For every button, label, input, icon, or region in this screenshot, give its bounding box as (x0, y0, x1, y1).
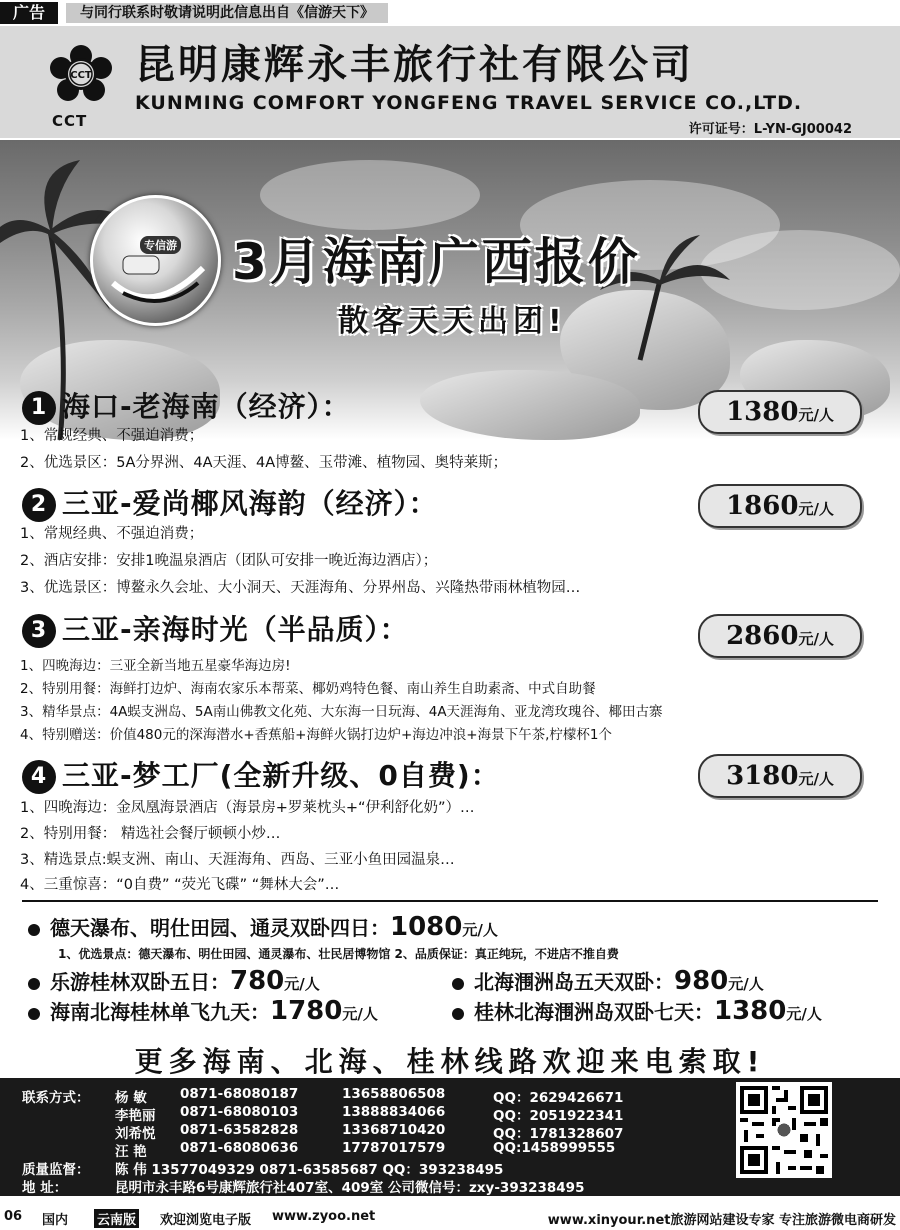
route-4-price: 3180元/人 (698, 754, 862, 798)
footer-right-text: www.xinyour.net旅游网站建设专家 专注旅游微电商研发 (547, 1213, 896, 1228)
contact-mobile: 13658806508 (342, 1086, 446, 1102)
section-divider (22, 900, 878, 902)
route-3-line-4: 4、特别赠送：价值480元的深海潜水+香蕉船+海鲜火锅打边炉+海边冲浪+海景下午茶,柠檬杯1个 (20, 727, 612, 743)
source-note: 与同行联系时敬请说明此信息出自《信游天下》 (66, 3, 388, 23)
route-3-line-1: 1、四晚海边：三亚全新当地五星豪华海边房! (20, 658, 291, 674)
contact-tel: 0871-68080636 (180, 1140, 299, 1156)
route-number-badge: 1 (22, 391, 56, 425)
contact-mobile: 13368710420 (342, 1122, 446, 1138)
route-1-title: 1 海口-老海南（经济）： (22, 385, 351, 425)
contact-mobile: 13888834066 (342, 1104, 446, 1120)
route-4-line-2: 2、特别用餐： 精选社会餐厅顿顿小炒… (20, 826, 281, 842)
footer-region: 云南版 (94, 1209, 139, 1228)
qr-code (736, 1082, 832, 1178)
route-3-line-2: 2、特别用餐：海鲜打边炉、海南农家乐本帮菜、椰奶鸡特色餐、南山养生自助素斋、中式自助餐 (20, 681, 596, 697)
route-1-line-1: 1、常规经典、不强迫消费； (20, 428, 204, 444)
badge-label: 专信游 (140, 236, 181, 254)
route-4-line-4: 4、三重惊喜：“0自费” “荧光飞碟” “舞林大会”… (20, 877, 340, 893)
extra-route-note: 1、优选景点：德天瀑布、明仕田园、通灵瀑布、壮民居博物馆 2、品质保证：真正纯玩，不进店不推自费 (58, 947, 619, 961)
route-3-price: 2860元/人 (698, 614, 862, 658)
extra-route-3: 海南北海桂林单飞九天：1780元/人 (28, 996, 378, 1026)
extra-route-1: 乐游桂林双卧五日：780元/人 (28, 966, 320, 996)
contact-tel: 0871-63582828 (180, 1122, 299, 1138)
contact-qq: QQ：2051922341 (493, 1108, 624, 1124)
license-number: 许可证号：L-YN-GJ00042 (688, 122, 852, 137)
route-number-badge: 3 (22, 614, 56, 648)
contact-qq: QQ:1458999555 (493, 1140, 616, 1156)
route-2-price: 1860元/人 (698, 484, 862, 528)
slogan: 更多海南、北海、桂林线路欢迎来电索取! (134, 1045, 766, 1078)
route-1-price: 1380元/人 (698, 390, 862, 434)
company-name-cn: 昆明康辉永丰旅行社有限公司 (135, 42, 694, 88)
supervision-info: 陈 伟 13577049329 0871-63585687 QQ：393238495 (115, 1162, 504, 1178)
ad-label: 广告 (0, 2, 58, 24)
handshake-swoosh-icon (93, 198, 218, 323)
route-2-title: 2 三亚-爱尚椰风海韵（经济）： (22, 482, 438, 522)
extra-route-main: 德天瀑布、明仕田园、通灵双卧四日：1080元/人 (28, 912, 498, 942)
footer-section: 国内 (42, 1213, 69, 1228)
sub-title: 散客天天出团! (338, 304, 567, 339)
contact-mobile: 17787017579 (342, 1140, 446, 1156)
extra-route-4: 桂林北海涠洲岛双卧七天：1380元/人 (452, 996, 822, 1026)
contact-tel: 0871-68080187 (180, 1086, 299, 1102)
contact-name: 李艳丽 (115, 1108, 156, 1124)
flower-logo-icon (46, 44, 116, 104)
route-4-title: 4 三亚-梦工厂(全新升级、0自费)： (22, 754, 500, 794)
brand-badge (90, 195, 221, 326)
route-2-line-1: 1、常规经典、不强迫消费； (20, 526, 204, 542)
contact-qq: QQ：1781328607 (493, 1126, 624, 1142)
contact-qq: QQ：2629426671 (493, 1090, 624, 1106)
footer-site-link[interactable]: www.zyoo.net (272, 1209, 376, 1224)
route-number-badge: 4 (22, 760, 56, 794)
route-3-line-3: 3、精华景点：4A蜈支洲岛、5A南山佛教文化苑、大东海一日玩海、4A天涯海角、亚龙湾玫瑰谷、椰田古寨 (20, 704, 663, 720)
logo-inner-text: CCT (70, 70, 92, 81)
qr-code-icon (736, 1082, 832, 1178)
contact-name: 杨 敏 (115, 1090, 147, 1106)
route-1-line-2: 2、优选景区：5A分界洲、4A天涯、4A博鳌、玉带滩、植物园、奥特莱斯； (20, 455, 508, 471)
route-number-badge: 2 (22, 488, 56, 522)
contact-label: 联系方式： (22, 1090, 90, 1106)
logo-text: CCT (52, 112, 88, 130)
address-info: 昆明市永丰路6号康辉旅行社407室、409室 公司微信号：zxy-393238495 (115, 1180, 585, 1196)
company-logo (46, 44, 116, 104)
contact-tel: 0871-68080103 (180, 1104, 299, 1120)
route-4-line-3: 3、精选景点:蜈支洲、南山、天涯海角、西岛、三亚小鱼田园温泉… (20, 852, 455, 868)
address-label: 地 址： (22, 1180, 68, 1196)
supervision-label: 质量监督： (22, 1162, 90, 1178)
contact-name: 刘希悦 (115, 1126, 156, 1142)
route-2-line-3: 3、优选景区：博鳌永久会址、大小洞天、天涯海角、分界州岛、兴隆热带雨林植物园… (20, 580, 581, 596)
route-3-title: 3 三亚-亲海时光（半品质）： (22, 608, 409, 648)
route-4-line-1: 1、四晚海边：金凤凰海景酒店（海景房+罗莱枕头+“伊利舒化奶”）… (20, 800, 475, 816)
company-name-en: KUNMING COMFORT YONGFENG TRAVEL SERVICE CO.,LTD. (135, 92, 803, 114)
footer-welcome: 欢迎浏览电子版 (160, 1213, 252, 1228)
main-title: 3月海南广西报价 (232, 233, 641, 291)
extra-route-2: 北海涠洲岛五天双卧：980元/人 (452, 966, 764, 996)
contact-name: 汪 艳 (115, 1144, 147, 1160)
footer-page-number: 06 (4, 1209, 23, 1224)
route-2-line-2: 2、酒店安排：安排1晚温泉酒店（团队可安排一晚近海边酒店）； (20, 553, 438, 569)
